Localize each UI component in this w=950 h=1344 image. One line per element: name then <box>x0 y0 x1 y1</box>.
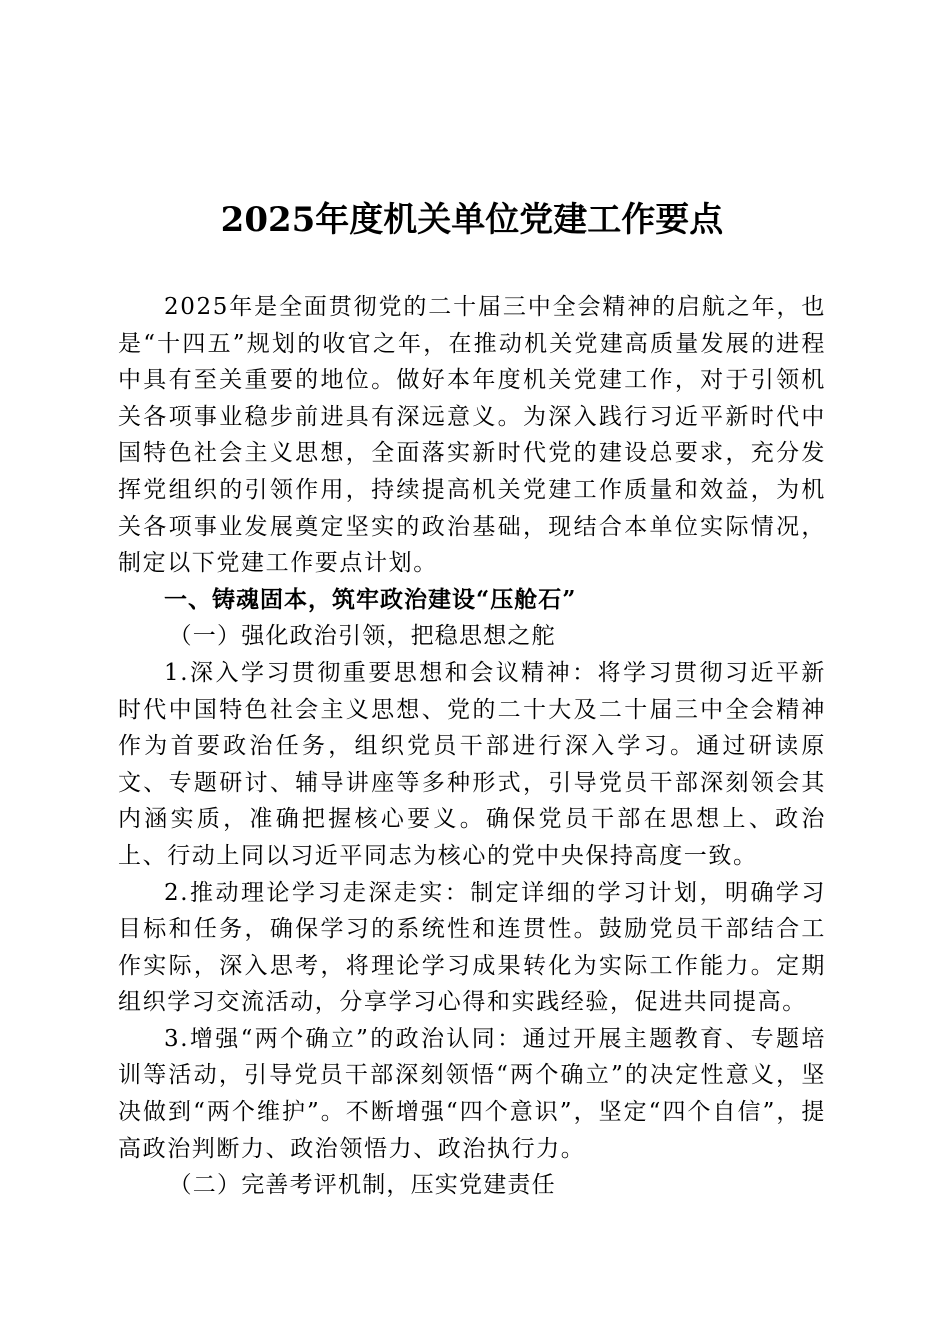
list-item: 3.增强“两个确立”的政治认同：通过开展主题教育、专题培训等活动，引导党员干部深刻领悟“两个确立”的决定性意义，坚决做到“两个维护”。不断增强“四个意识”，坚定“四个自信”，提高政治判断力、政治领悟力、政治执行力。 <box>118 1025 826 1162</box>
subsection-heading-2: （二）完善考评机制，压实党建责任 <box>168 1172 556 1199</box>
list-item: 2.推动理论学习走深走实：制定详细的学习计划，明确学习目标和任务，确保学习的系统性和连贯性。鼓励党员干部结合工作实际，深入思考，将理论学习成果转化为实际工作能力。定期组织学习交流活动，分享学习心得和实践经验，促进共同提高。 <box>118 879 826 1016</box>
subsection-heading-1: （一）强化政治引领，把稳思想之舵 <box>168 623 556 650</box>
list-item: 1.深入学习贯彻重要思想和会议精神：将学习贯彻习近平新时代中国特色社会主义思想、党的二十大及二十届三中全会精神作为首要政治任务，组织党员干部进行深入学习。通过研读原文、专题研讨、辅导讲座等多种形式，引导党员干部深刻领会其内涵实质，准确把握核心要义。确保党员干部在思想上、政治上、行动上同以习近平同志为核心的党中央保持高度一致。 <box>118 659 826 869</box>
document-body <box>118 289 826 1204</box>
section-heading-1: 一、铸魂固本，筑牢政治建设“压舱石” <box>164 585 577 613</box>
document-title: 2025年度机关单位党建工作要点 <box>220 200 724 240</box>
intro-paragraph: 2025年是全面贯彻党的二十届三中全会精神的启航之年，也是“十四五”规划的收官之年，在推动机关党建高质量发展的进程中具有至关重要的地位。做好本年度机关党建工作，对于引领机关各项事业稳步前进具有深远意义。为深入践行习近平新时代中国特色社会主义思想，全面落实新时代党的建设总要求，充分发挥党组织的引领作用，持续提高机关党建工作质量和效益，为机关各项事业发展奠定坚实的政治基础，现结合本单位实际情况，制定以下党建工作要点计划。 <box>118 294 826 577</box>
